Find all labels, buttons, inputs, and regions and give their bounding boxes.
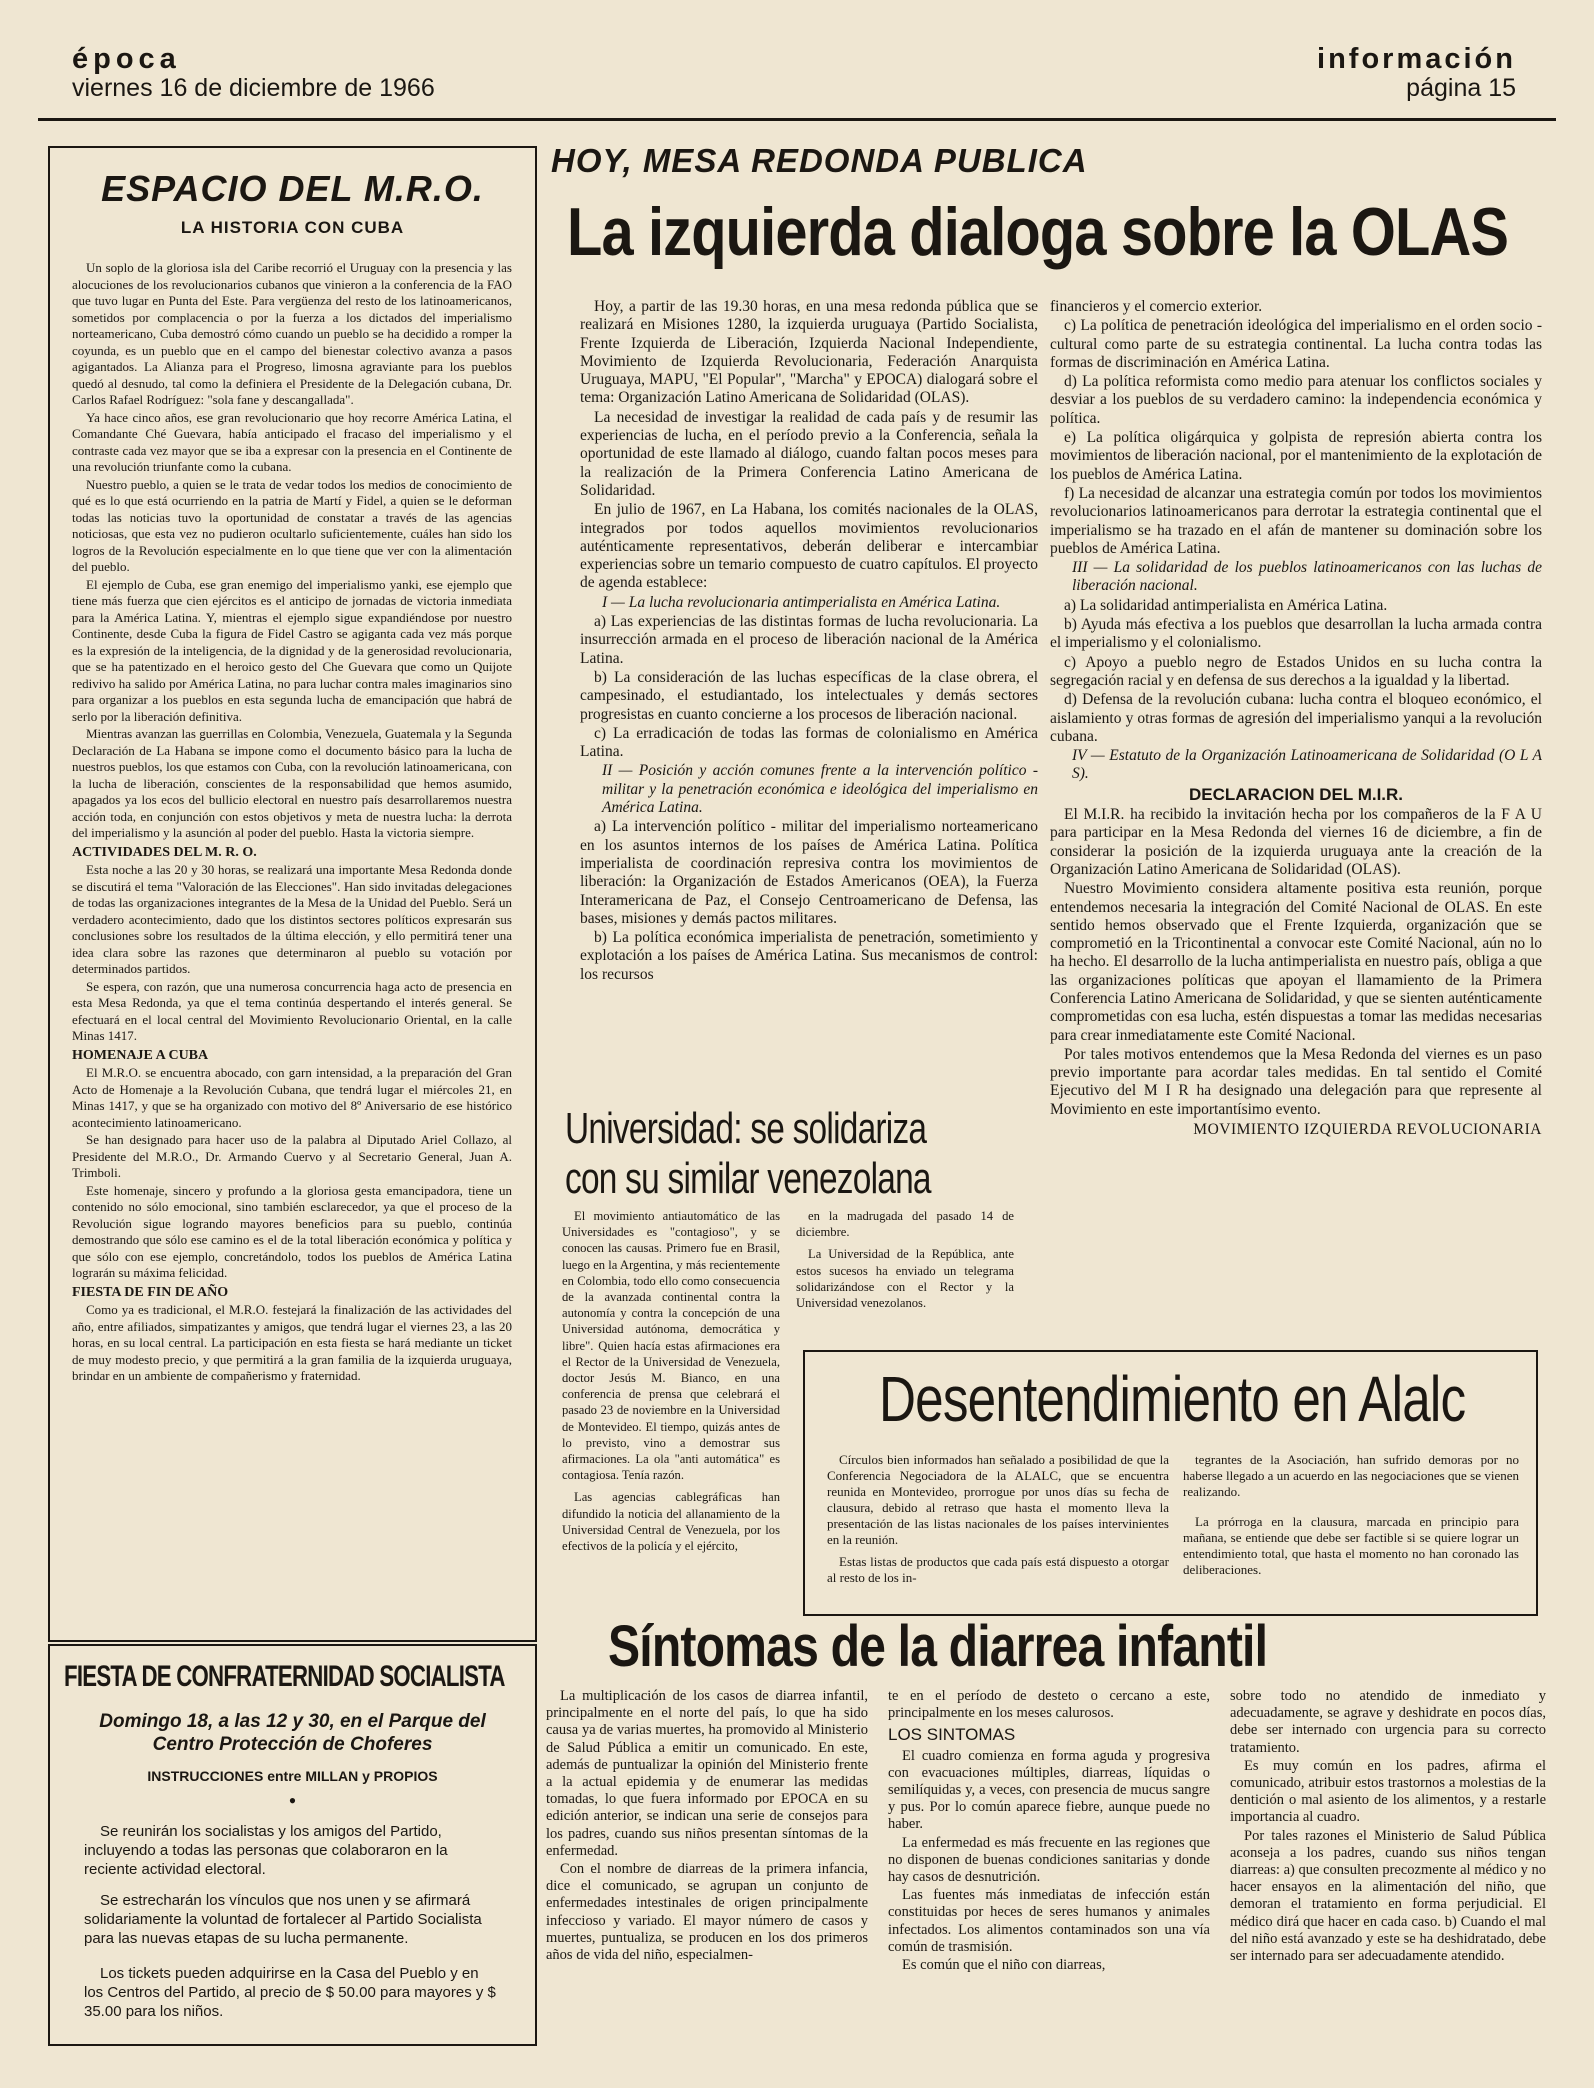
olas-paragraph: f) La necesidad de alcanzar una estrategia común por todos los movimientos revolucionarios latinoamericanos para derrotar la estrategia continental que el imperialismo se ha trazado en el afán de mantener su dominación sobre los pueblos de América Latina. — [1050, 484, 1542, 557]
universidad-headline-line-2: con su similar venezolana — [565, 1154, 931, 1203]
fiesta-body — [50, 1814, 535, 2021]
olas-paragraph: La necesidad de investigar la realidad de cada país y de resumir las experiencias de lucha, en el período previo a la Conferencia, señala la oportunidad de este llamado al diálogo, cuando faltan pocos meses para la realización de la Primera Conferencia Latino Americana de Solidaridad. — [580, 408, 1038, 499]
universidad-column-1 — [562, 1208, 780, 1608]
mro-paragraph: El ejemplo de Cuba, ese gran enemigo del imperialismo yanki, ese ejemplo que tiene más fuerza que cien ejércitos es el anticipo de jornadas de victoria inmediata para la América Latina. Y, mientras el ejemplo sigue expandiéndose por nuestro Continente, desde Cuba la figura de Fidel Castro se agiganta cada vez más porque es la expresión de la inteligencia, de la dignidad y de la generosidad revolucionaria, que se ha patentizado en el heroico gesto del Che Guevara que como un Quijote redivivo ha salido por América Latina, no para luchar contra males imaginarios sino para organizar a los pueblos en esta segunda lucha de emancipación que habrá de serlo por la liberación definitiva. — [72, 576, 512, 724]
mro-tribute-heading: HOMENAJE A CUBA — [72, 1047, 209, 1063]
fiesta-date: Domingo 18, a las 12 y 30, en el Parque del — [99, 1711, 486, 1732]
universidad-p3: en la madrugada del pasado 14 de diciembre. — [796, 1209, 1014, 1240]
alalc-headline: Desentendimiento en Alalc — [879, 1363, 1466, 1435]
olas-agenda-chapter: III — La solidaridad de los pueblos latinoamericanos con las luchas de liberación nacional. — [1072, 559, 1542, 595]
section-title: época — [72, 43, 181, 75]
universidad-column-2 — [796, 1208, 1014, 1348]
mro-paragraph: Un soplo de la gloriosa isla del Caribe recorrió el Uruguay con la presencia y las alocuciones de los revolucionarios cubanos que vinieron a la conferencia de la FAO que tuvo lugar en Punta del Este. Para vergüenza del resto de los latinoamericanos, sometidos por complacencia o por la fuerza a los dictados del imperialismo norteamericano, Cuba demostró cómo cuando un pueblo se ha decidido a romper la coyunda, es un pueblo que en el campo del bienestar colectivo avanza a pasos agigantados. La Alianza para el Progreso, limosna agraviante para los pueblos quedó al desnudo, tal como la definiera el Presidente de la Delegación cubana, Dr. Carlos Rafael Rodríguez: "sola fane y descangallada". — [72, 260, 512, 407]
fiesta-p3: Los tickets pueden adquirirse en la Casa del Pueblo y en los Centros del Partido, al precio de $ 50.00 para mayores y $ 35.00 para los niños. — [84, 1965, 496, 2020]
diarrea-p4: La enfermedad es más frecuente en las regiones que no disponen de buenas condiciones sanitarias y donde hay casos de desnutrición. — [888, 1834, 1210, 1886]
olas-kicker: HOY, MESA REDONDA PUBLICA — [551, 142, 1088, 179]
mro-paragraph: Nuestro pueblo, a quien se le trata de vedar todos los medios de conocimiento de qué es lo que está ocurriendo en la patria de Martí y Fidel, a quien se le deforman todas las noticias tuvo la oportunidad de constatar a través de las agencias noticiosas, que esta vez no pudieron ocultarlo suficientemente, cuáles han sido los logros de la Revolución especialmente en lo que tiene que ver con la alimentación del pueblo. — [72, 476, 512, 574]
diarrea-p3: El cuadro comienza en forma aguda y progresiva con evacuaciones múltiples, diarreas, líquidas o semilíquidas y, a veces, con presencia de mucus sangre y pus. Por lo común aparece fiebre, aunque puede no haber. — [888, 1747, 1210, 1833]
olas-agenda-chapter: IV — Estatuto de la Organización Latinoamericana de Solidaridad (O L A S). — [1072, 747, 1542, 783]
olas-paragraph: Por tales motivos entendemos que la Mesa Redonda del viernes es un paso previo importante para acordar tales medidas. En tal sentido el Comité Ejecutivo del M I R ha designado una delegación para que represente al Movimiento en este importantísimo evento. — [1050, 1045, 1542, 1118]
olas-agenda-chapter: I — La lucha revolucionaria antimperialista en América Latina. — [602, 593, 1001, 611]
universidad-headline — [565, 1104, 931, 1204]
olas-paragraph: a) La solidaridad antimperialista en América Latina. — [1064, 596, 1388, 614]
universidad-headline-line-1: Universidad: se solidariza — [565, 1104, 927, 1153]
mro-party-paragraph: Como ya es tradicional, el M.R.O. festejará la finalización de las actividades del año, entre afiliados, simpatizantes y amigos, que tendrá lugar el viernes 23, a las 20 horas, en su local central. La participación en esta fiesta se hará mediante un ticket de muy modesto precio, y que permitirá a la gran familia de la izquierda uruguaya, brindar en un ambiente de compañerismo y fraternidad. — [72, 1302, 512, 1383]
diarrea-column-2 — [888, 1688, 1210, 2073]
mro-party-heading: FIESTA DE FIN DE AÑO — [72, 1284, 229, 1300]
alalc-column-1 — [827, 1452, 1169, 1587]
fiesta-venue: Centro Protección de Choferes — [152, 1734, 433, 1755]
fiesta-bullet: • — [288, 1788, 297, 1813]
fiesta-p1: Se reunirán los socialistas y los amigos del Partido, incluyendo a todas las personas que colaboraron en la reciente actividad electoral. — [84, 1823, 448, 1878]
diarrea-p9: Por tales razones el Ministerio de Salud Pública aconseja a los padres, cuando sus niños tengan diarreas: a) que consulten precozmente al médico y no hacer ensayos en la alimentación del niño, que demoran el tratamiento en forma perjudicial. El médico dirá que hacer en cada caso. b) Cuando el mal del niño está avanzado y este se ha deshidratado, debe ser internado para ser adecuadamente atendido. — [1230, 1827, 1546, 1965]
olas-column-2 — [1050, 298, 1542, 1336]
olas-paragraph: En julio de 1967, en La Habana, los comités nacionales de la OLAS, integrados por todos aquellos movimientos revolucionarios auténticamente representativos, deberán deliberar e intercambiar experiencias sobre un temario compuesto de cuatro capítulos. El proyecto de agenda establece: — [580, 501, 1038, 592]
mro-title: ESPACIO DEL M.R.O. — [101, 168, 484, 209]
section-name: información — [1317, 43, 1516, 75]
fiesta-box — [48, 1644, 537, 2046]
alalc-p4: La prórroga en la clausura, marcada en principio para mañana, se entiende que debe ser factible si se quiere lograr un entendimiento total, que hasta el momento no han coronado las deliberaciones. — [1183, 1514, 1519, 1577]
alalc-p1: Círculos bien informados han señalado a posibilidad de que la Conferencia Negociadora de la ALALC, que se encuentra reunida en Montevideo, prorrogue por unos días su fecha de clausura, debido al retraso que hasta el momento lleva la presentación de las listas nacionales de los países intervinientes en la reunión. — [827, 1452, 1169, 1547]
olas-paragraph: a) La intervención político - militar del imperialismo norteamericano en los asuntos internos de los países de América Latina. Política imperialista de coordinación represiva contra los movimientos de liberación: la Organización de Estados Americanos (OEA), la Fuerza Interamericana de Paz, el Consejo Centroamericano de Defensa, las bases, misiones y demás pactos militares. — [580, 818, 1038, 927]
alalc-p3: tegrantes de la Asociación, han sufrido demoras por no haberse llegado a un acuerdo en las negociaciones que se vienen realizando. — [1183, 1452, 1519, 1499]
olas-paragraph: b) Ayuda más efectiva a los pueblos que desarrollan la lucha armada contra el imperialismo y el colonialismo. — [1050, 616, 1542, 652]
olas-paragraph: c) La erradicación de todas las formas de colonialismo en América Latina. — [580, 724, 1038, 761]
diarrea-p2: Con el nombre de diarreas de la primera infancia, dice el comunicado, se agrupan un conjunto de enfermedades intestinales de origen principalmente infeccioso y variado. El mayor número de casos y muertes, puntualiza, se producen en los dos primeros años de vida del niño, especialmen- — [546, 1861, 868, 1964]
diarrea-column-1 — [546, 1688, 868, 2073]
masthead-left — [72, 44, 435, 102]
olas-paragraph: financieros y el comercio exterior. — [1050, 298, 1263, 315]
mro-subtitle: LA HISTORIA CON CUBA — [180, 218, 405, 237]
universidad-p1: El movimiento antiautomático de las Universidades es "contagioso", y se conocen las causas. Primero fue en Brasil, luego en la Argentina, y más recientemente en Colombia, todo ello como consecuencia de la avanzada continental contra la autonomía y contra la concepción de una Universidad autónoma, democrática y libre". Quien hacía estas afirmaciones era el Rector de la Universidad de Venezuela, doctor Jesús M. Bianco, en una conferencia de prensa que celebrará el pasado 23 de noviembre en la Universidad de Montevideo. El tiempo, quizás antes de lo previsto, vino a demostrar sus afirmaciones. La ola "anti automática" es contagiosa. Tenía razón. — [562, 1209, 780, 1483]
diarrea-p6: Es común que el niño con diarreas, — [902, 1957, 1106, 1974]
alalc-p2: Estas listas de productos que cada país está dispuesto a otorgar al resto de los in- — [827, 1554, 1169, 1585]
fiesta-title: FIESTA DE CONFRATERNIDAD SOCIALISTA — [64, 1660, 505, 1693]
issue-date: viernes 16 de diciembre de 1966 — [72, 74, 435, 102]
header-rule — [38, 118, 1556, 121]
fiesta-p2: Se estrecharán los vínculos que nos unen y se afirmará solidariamente la voluntad de fortalecer al Partido Socialista para las nuevas etapas de su lucha permanente. — [84, 1892, 482, 1947]
mro-paragraph: Mientras avanzan las guerrillas en Colombia, Venezuela, Guatemala y la Segunda Declaración de La Habana se impone como el documento básico para la lucha de nuestros pueblos, los que estamos con Cuba, con la revolución latinoamericana, con la lucha de liberación, conscientes de la responsabilidad que hemos asumido, apagados ya los ecos del bullicio electoral en nuestro país desarrollaremos nuestra acción toda, en conjunción con estos objetivos y meta de nuestra lucha: la derrota del imperialismo y la asunción al poder del pueblo. Hasta la victoria siempre. — [72, 726, 512, 840]
olas-paragraph: b) La consideración de las luchas específicas de la clase obrera, el campesinado, el estudiantado, los intelectuales y demás sectores progresistas en cuanto concierne a los procesos de liberación nacional. — [580, 668, 1038, 723]
mro-tribute-paragraph: Se han designado para hacer uso de la palabra al Diputado Ariel Collazo, al Presidente del M.R.O., Dr. Armando Cuervo y al Secretario General, Juan A. Trimboli. — [72, 1132, 512, 1180]
masthead-right — [1317, 44, 1516, 102]
alalc-column-2 — [1183, 1452, 1519, 1579]
olas-paragraph: c) La política de penetración ideológica del imperialismo en el orden socio - cultural como parte de su estrategia continental. La lucha contra todas las formas de discriminación en América Latina. — [1050, 317, 1542, 371]
olas-paragraph: Nuestro Movimiento considera altamente positiva esta reunión, porque entendemos necesaria la integración del Comité Nacional de OLAS. En este sentido hemos observado que el Frente Izquierda, organización que se comprometió en la Tricontinental a convocar este Comité Nacional, aún no lo ha hecho. El desarrollo de la lucha antimperialista en nuestro país, obliga a que las organizaciones políticas que apoyan el llamamiento de la Primera Conferencia Latino Americana de Solidaridad, y que se sienten auténticamente comprometidas con esa lucha, estén dispuestas a tomar las medidas necesarias para crear inmediatamente este Comité Nacional. — [1050, 880, 1542, 1044]
olas-paragraph: d) La política reformista como medio para atenuar los conflictos sociales y desviar a los pueblos de su verdadero camino: la independencia económica y política. — [1050, 373, 1542, 427]
olas-signature: MOVIMIENTO IZQUIERDA REVOLUCIONARIA — [1193, 1121, 1542, 1139]
diarrea-lead: te en el período de desteto o cercano a este, principalmente en los meses calurosos. — [888, 1688, 1210, 1722]
diarrea-p8: Es muy común en los padres, afirma el comunicado, atribuir estos trastornos a molestias de la dentición o mal asiento de los alimentos, y a restarle importancia al cuadro. — [1230, 1757, 1546, 1826]
olas-paragraph: c) Apoyo a pueblo negro de Estados Unidos en su lucha contra la segregación racial y en defensa de sus derechos a la igualdad y la libertad. — [1050, 653, 1542, 689]
page-number: página 15 — [1406, 74, 1516, 102]
olas-agenda-chapter: II — Posición y acción comunes frente a la intervención político - militar y la penetración económica e ideológica del imperialismo en América Latina. — [602, 762, 1038, 817]
olas-paragraph: b) La política económica imperialista de penetración, sometimiento y explotación a los países de América Latina. Sus mecanismos de control: los recursos — [580, 929, 1038, 983]
diarrea-subhead: LOS SINTOMAS — [888, 1725, 1016, 1745]
olas-paragraph: a) Las experiencias de las distintas formas de lucha revolucionaria. La insurrección armada en el proceso de liberación nacional de la América Latina. — [580, 613, 1038, 667]
diarrea-p7: sobre todo no atendido de inmediato y adecuadamente, se agrave y deshidrate en pocos días, debe ser internado con urgencia para su correcto tratamiento. — [1230, 1688, 1546, 1756]
mro-activities-heading: ACTIVIDADES DEL M. R. O. — [72, 844, 257, 860]
olas-declaration-heading: DECLARACION DEL M.I.R. — [1188, 784, 1404, 804]
universidad-p2: Las agencias cablegráficas han difundido la noticia del allanamiento de la Universidad Central de Venezuela, por los efectivos de la policía y el ejército, — [562, 1490, 780, 1554]
mro-article — [72, 260, 512, 1386]
olas-column-1 — [580, 298, 1038, 1110]
alalc-box — [803, 1350, 1538, 1616]
olas-headline: La izquierda dialoga sobre la OLAS — [567, 194, 1509, 270]
fiesta-instructions: INSTRUCCIONES entre MILLAN y PROPIOS — [147, 1768, 438, 1784]
diarrea-column-3 — [1230, 1688, 1546, 2073]
olas-paragraph: El M.I.R. ha recibido la invitación hecha por los compañeros de la F A U para participar en la Mesa Redonda del viernes 16 de diciembre, a fin de considerar la posición de la izquierda uruguaya ante la creación de la Organización Latino Americana de Solidaridad (OLAS). — [1050, 806, 1542, 878]
diarrea-p1: La multiplicación de los casos de diarrea infantil, principalmente en el norte del país, lo que ha sido causa ya de varias muertes, ha promovido al Ministerio de Salud Pública a emitir un comunicado. En este, además de puntualizar la opinión del Ministerio frente a la actual epidemia y de enumerar las medidas tomadas, lo que fuera informado por EPOCA en su edición anterior, se indican una serie de consejos para los padres, cuando sus niños presentan síntomas de la enfermedad. — [546, 1688, 868, 1859]
olas-paragraph: d) Defensa de la revolución cubana: lucha contra el bloqueo económico, el aislamiento y otras formas de agresión del imperialismo yanqui a la revolución cubana. — [1050, 691, 1542, 745]
mro-tribute-paragraph: El M.R.O. se encuentra abocado, con garn intensidad, a la preparación del Gran Acto de Homenaje a la Revolución Cubana, que tendrá lugar el miércoles 21, en Minas 1417, y que se ha organizado con motivo del 8º Aniversario de ese histórico acontecimiento latinoamericano. — [72, 1065, 512, 1130]
universidad-p4: La Universidad de la República, ante estos sucesos ha enviado un telegrama solidarizándose con el Rector y la Universidad venezolanos. — [796, 1247, 1014, 1311]
olas-paragraph: Hoy, a partir de las 19.30 horas, en una mesa redonda pública que se realizará en Misiones 1280, la izquierda uruguaya (Partido Socialista, Frente Izquierda de Liberación, Izquierda Nacional Independiente, Movimiento de Izquierda Revolucionaria, Federación Anarquista Uruguaya, MAPU, "El Popular", "Marcha" y EPOCA) dialogará sobre el tema: Organización Latino Americana de Solidaridad (OLAS). — [580, 298, 1038, 407]
mro-box — [48, 146, 537, 1642]
olas-paragraph: e) La política oligárquica y golpista de represión abierta contra los movimientos de liberación nacional, por el mantenimiento de la explotación de los pueblos de América Latina. — [1050, 429, 1542, 483]
mro-activities-paragraph: Se espera, con razón, que una numerosa concurrencia haga acto de presencia en esta Mesa Redonda, ya que el tema continúa despertando el interés general. Se efectuará en el local central del Movimiento Revolucionario Oriental, en la calle Minas 1417. — [72, 978, 512, 1043]
diarrea-headline: Síntomas de la diarrea infantil — [608, 1614, 1268, 1679]
diarrea-p5: Las fuentes más inmediatas de infección están constituidas por heces de seres humanos y animales infectados. Los alimentos contaminados son una vía común de trasmisión. — [888, 1887, 1210, 1955]
mro-tribute-paragraph: Este homenaje, sincero y profundo a la gloriosa gesta emancipadora, tiene un contenido no sólo emocional, sino también esclarecedor, ya que el proceso de la Revolución sigue logrando mayores beneficios para su pueblo, continúa demostrando que sólo ese camino es el de la total liberación económica y política y que sólo con ese ejemplo, concretándolo, todos los pueblos de América Latina lograrán su máxima felicidad. — [72, 1182, 512, 1280]
mro-activities-paragraph: Esta noche a las 20 y 30 horas, se realizará una importante Mesa Redonda donde se discutirá el tema "Valoración de las Elecciones". Han sido invitadas delegaciones de todas las organizaciones integrantes de la Mesa de la Unidad del Pueblo. Será un verdadero acontecimiento, dado que los distintos sectores políticos expresarán sus conclusiones sobre los resultados de la última elección, y ello permitirá tener una idea clara sobre las razones que determinaron al pueblo su votación por determinados partidos. — [72, 862, 512, 976]
mro-paragraph: Ya hace cinco años, ese gran revolucionario que hoy recorre América Latina, el Comandante Ché Guevara, había anticipado el fracaso del imperialismo y el contraste cada vez mayor que se iba a expresar con la presencia en el Continente de una revolución triunfante como la cubana. — [72, 409, 512, 474]
